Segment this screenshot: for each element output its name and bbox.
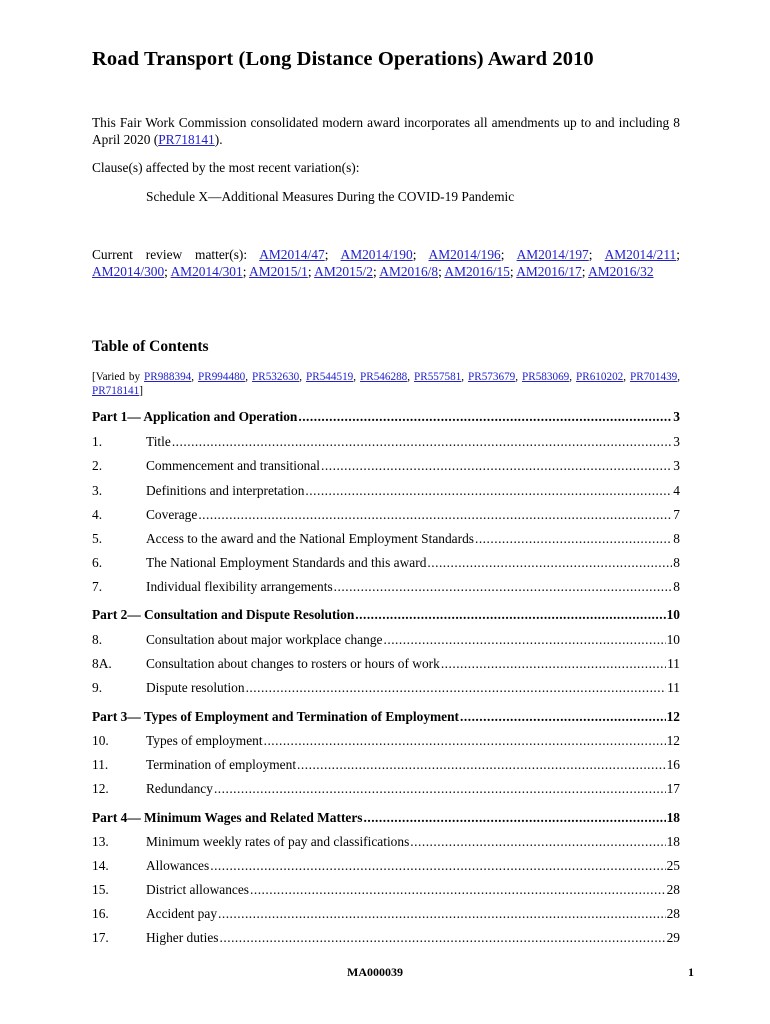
reference-link[interactable]: PR988394	[144, 371, 192, 383]
toc-title: Types of employment	[146, 733, 263, 748]
toc-entry-row[interactable]	[92, 555, 680, 571]
toc-page-number: 28	[666, 882, 680, 897]
toc-leader-dots	[298, 409, 672, 425]
reference-link[interactable]: AM2016/15	[444, 264, 510, 279]
toc-clause-number: 7.	[92, 579, 103, 594]
footer-award-code: MA000039	[347, 965, 403, 979]
toc-title: Commencement and transitional	[146, 458, 321, 473]
toc-page-number: 10	[666, 607, 680, 622]
toc-entry-row[interactable]	[92, 632, 680, 648]
reference-link[interactable]: AM2016/17	[516, 264, 582, 279]
reference-link[interactable]: AM2014/190	[340, 247, 413, 262]
reference-link[interactable]: AM2014/47	[259, 247, 325, 262]
toc-page-number: 8	[673, 531, 680, 546]
toc-leader-dots	[218, 906, 666, 922]
toc-clause-number: 8.	[92, 632, 103, 647]
toc-page-number: 18	[666, 810, 680, 825]
toc-title: Higher duties	[146, 930, 219, 945]
toc-leader-dots	[410, 834, 665, 850]
toc-clause-number: 9.	[92, 680, 103, 695]
toc-page-number: 4	[673, 483, 680, 498]
toc-entry-row[interactable]	[92, 781, 680, 797]
toc-leader-dots	[220, 930, 666, 946]
toc-part-row[interactable]	[92, 409, 680, 425]
toc-leader-dots	[172, 434, 672, 450]
toc-leader-dots	[214, 781, 666, 797]
intro-paragraph	[92, 114, 680, 148]
reference-link[interactable]: AM2014/300	[92, 264, 165, 279]
toc-entry-row[interactable]	[92, 930, 680, 946]
toc-title: Consultation about major workplace change	[146, 632, 383, 647]
toc-title: Redundancy	[146, 781, 213, 796]
toc-page-number: 8	[673, 555, 680, 570]
toc-clause-number: 4.	[92, 507, 103, 522]
toc-clause-number: 8A.	[92, 656, 112, 671]
toc-part-row[interactable]	[92, 810, 680, 826]
toc-title: Accident pay	[146, 906, 218, 921]
toc-page-number: 29	[666, 930, 680, 945]
toc-page-number: 17	[666, 781, 680, 796]
toc-page-number: 10	[666, 632, 680, 647]
toc-title: Part 3— Types of Employment and Termination of Employment	[92, 709, 460, 724]
toc-clause-number: 14.	[92, 858, 109, 873]
reference-link[interactable]: PR532630	[252, 371, 300, 383]
toc-part-row[interactable]	[92, 607, 680, 623]
reference-link[interactable]: AM2014/197	[516, 247, 589, 262]
toc-entry-row[interactable]	[92, 858, 680, 874]
toc-title: Access to the award and the National Employment Standards	[146, 531, 474, 546]
toc-entry-row[interactable]	[92, 834, 680, 850]
toc-entry-row[interactable]	[92, 531, 680, 547]
toc-clause-number: 16.	[92, 906, 109, 921]
toc-entry-row[interactable]	[92, 680, 680, 696]
toc-part-row[interactable]	[92, 709, 680, 725]
toc-leader-dots	[264, 733, 666, 749]
toc-entry-row[interactable]	[92, 458, 680, 474]
reference-link[interactable]: PR583069	[522, 371, 570, 383]
toc-title: The National Employment Standards and this award	[146, 555, 427, 570]
toc-page-number: 3	[673, 409, 680, 424]
reference-link[interactable]: AM2014/301	[170, 264, 243, 279]
review-matters-paragraph: Current review matter(s): AM2014/47; AM2014/190; AM2014/196; AM2014/197; AM2014/211; AM2014/300; AM2014/301; AM2015/1; AM2015/2; AM2016/8; AM2016/15; AM2016/17; AM2016/32	[92, 247, 680, 279]
varied-by-note: [Varied by PR988394, PR994480, PR532630, PR544519, PR546288, PR557581, PR573679, PR583069, PR610202, PR701439, PR718141]	[92, 371, 681, 397]
toc-title: Part 2— Consultation and Dispute Resolution	[92, 607, 355, 622]
toc-page-number: 12	[666, 733, 680, 748]
toc-page-number: 7	[673, 507, 680, 522]
toc-title: Allowances	[146, 858, 210, 873]
toc-page-number: 16	[666, 757, 680, 772]
toc-title: Consultation about changes to rosters or hours of work	[146, 656, 440, 671]
reference-link[interactable]: AM2015/2	[314, 264, 373, 279]
toc-page-number: 3	[673, 434, 680, 449]
toc-clause-number: 3.	[92, 483, 103, 498]
toc-leader-dots	[246, 680, 667, 696]
varied-close: ]	[139, 385, 143, 397]
toc-clause-number: 5.	[92, 531, 103, 546]
schedule-line: Schedule X—Additional Measures During the COVID-19 Pandemic	[146, 189, 515, 204]
reference-link[interactable]: PR701439	[630, 371, 678, 383]
toc-entry-row[interactable]	[92, 507, 680, 523]
toc-clause-number: 15.	[92, 882, 109, 897]
toc-clause-number: 17.	[92, 930, 109, 945]
reference-link[interactable]: AM2016/32	[588, 264, 654, 279]
reference-link[interactable]: AM2014/211	[604, 247, 677, 262]
toc-clause-number: 1.	[92, 434, 103, 449]
toc-clause-number: 2.	[92, 458, 103, 473]
toc-leader-dots	[321, 458, 672, 474]
toc-entry-row[interactable]	[92, 757, 680, 773]
toc-leader-dots	[305, 483, 672, 499]
toc-page-number: 18	[666, 834, 680, 849]
toc-page-number: 25	[666, 858, 680, 873]
toc-page-number: 28	[666, 906, 680, 921]
toc-title: District allowances	[146, 882, 249, 897]
reference-link[interactable]: AM2015/1	[249, 264, 308, 279]
toc-entry-row[interactable]	[92, 733, 680, 749]
toc-leader-dots	[355, 607, 665, 623]
toc-title: Termination of employment	[146, 757, 297, 772]
reference-link[interactable]: PR994480	[198, 371, 246, 383]
toc-page-number: 3	[673, 458, 680, 473]
reference-link[interactable]: PR610202	[576, 371, 624, 383]
toc-page-number: 8	[673, 579, 680, 594]
toc-clause-number: 10.	[92, 733, 109, 748]
footer-page-number: 1	[688, 965, 694, 979]
toc-leader-dots	[250, 882, 666, 898]
toc-title: Title	[146, 434, 171, 449]
toc-leader-dots	[460, 709, 666, 725]
reference-link[interactable]: PR718141	[92, 385, 140, 397]
reference-link[interactable]: PR557581	[414, 371, 462, 383]
toc-entry-row[interactable]	[92, 656, 680, 672]
toc-leader-dots	[441, 656, 666, 672]
toc-leader-dots	[427, 555, 672, 571]
reference-link[interactable]: PR546288	[360, 371, 408, 383]
intro-text-end: ).	[214, 132, 223, 147]
toc-leader-dots	[210, 858, 665, 874]
intro-pr-link[interactable]: PR718141	[158, 132, 215, 147]
toc-leader-dots	[475, 531, 672, 547]
reference-link[interactable]: PR573679	[468, 371, 516, 383]
toc-entry-row[interactable]	[92, 882, 680, 898]
toc-entry-row[interactable]	[92, 906, 680, 922]
toc-leader-dots	[198, 507, 672, 523]
intro-text: This Fair Work Commission consolidated modern award incorporates all amendments up to and including 8 April 2020 (	[92, 115, 680, 147]
toc-page-number: 11	[667, 656, 680, 671]
varied-label: [Varied by	[92, 371, 145, 383]
reference-link[interactable]: AM2014/196	[428, 247, 501, 262]
reference-link[interactable]: PR544519	[306, 371, 354, 383]
toc-page-number: 11	[667, 680, 680, 695]
toc-clause-number: 13.	[92, 834, 109, 849]
toc-title: Coverage	[146, 507, 198, 522]
document-title: Road Transport (Long Distance Operations) Award 2010	[92, 48, 594, 70]
toc-title: Part 4— Minimum Wages and Related Matters	[92, 810, 363, 825]
review-label: Current review matter(s):	[92, 247, 260, 262]
toc-leader-dots	[384, 632, 666, 648]
toc-title: Part 1— Application and Operation	[92, 409, 298, 424]
toc-clause-number: 11.	[92, 757, 109, 772]
toc-title: Dispute resolution	[146, 680, 245, 695]
toc-title: Minimum weekly rates of pay and classifications	[146, 834, 410, 849]
toc-entry-row[interactable]	[92, 579, 680, 595]
toc-page-number: 12	[666, 709, 680, 724]
clauses-affected-label: Clause(s) affected by the most recent variation(s):	[92, 160, 360, 175]
toc-leader-dots	[334, 579, 673, 595]
toc-leader-dots	[297, 757, 666, 773]
toc-title: Individual flexibility arrangements	[146, 579, 333, 594]
toc-heading: Table of Contents	[92, 338, 209, 355]
toc-entry-row[interactable]	[92, 434, 680, 450]
toc-entry-row[interactable]	[92, 483, 680, 499]
reference-link[interactable]: AM2016/8	[379, 264, 439, 279]
toc-title: Definitions and interpretation	[146, 483, 305, 498]
toc-leader-dots	[364, 810, 666, 826]
toc-clause-number: 6.	[92, 555, 103, 570]
toc-clause-number: 12.	[92, 781, 109, 796]
